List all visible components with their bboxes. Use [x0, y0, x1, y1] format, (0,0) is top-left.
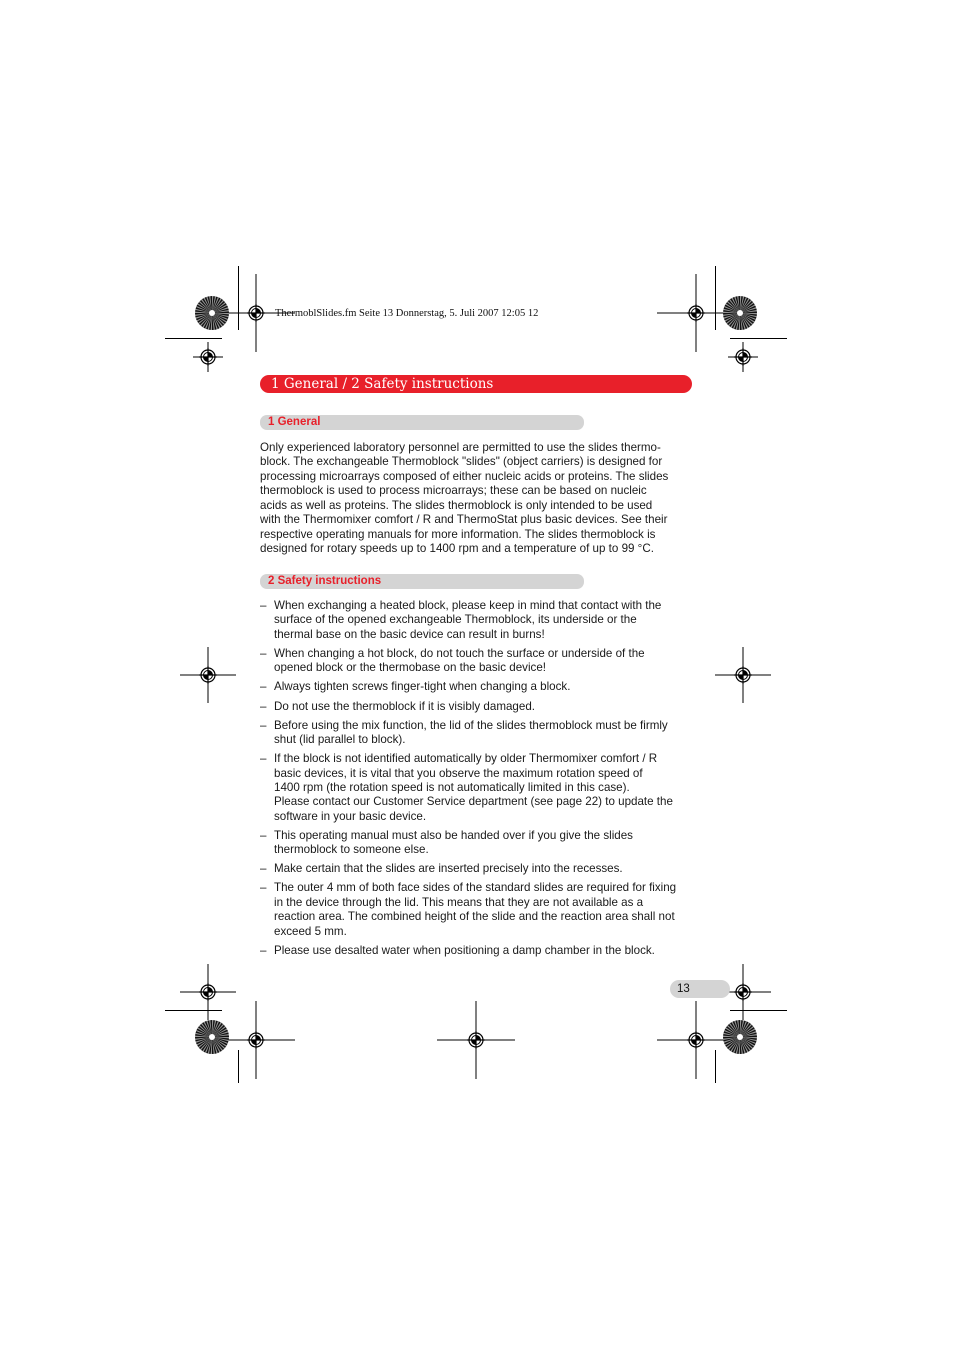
list-item-line: When changing a hot block, do not touch the surface or underside of the [274, 646, 645, 660]
list-item-line: in the device through the lid. This means that they are not available as a [274, 895, 644, 909]
list-item-line: When exchanging a heated block, please keep in mind that contact with the [274, 599, 662, 612]
list-dash: – [260, 699, 267, 713]
list-dash: – [260, 680, 267, 694]
list-item-line: software in your basic device. [274, 809, 427, 823]
paragraph-line: with the Thermomixer comfort / R and ThermoStat plus basic devices. See their [260, 513, 668, 527]
list-item-line: basic devices, it is vital that you observe the maximum rotation speed of [274, 766, 643, 780]
list-item-line: reaction area. The combined height of the slide and the reaction area shall not [274, 910, 675, 924]
registration-mark-icon [193, 342, 223, 372]
list-item-line: opened block or the thermobase on the basic device! [274, 661, 546, 675]
star-target-icon [723, 1020, 757, 1054]
list-item-line: Always tighten screws finger-tight when changing a block. [274, 680, 571, 694]
chapter-header-bar [260, 375, 692, 393]
star-target-icon [723, 296, 757, 330]
paragraph-line: block. The exchangeable Thermoblock "slides" (object carriers) is designed for [260, 455, 663, 469]
general-paragraph [260, 441, 696, 557]
list-dash: – [260, 943, 267, 957]
section-header-safety [260, 574, 584, 589]
list-item-line: Please use desalted water when positioning a damp chamber in the block. [274, 943, 655, 957]
paragraph-line: thermoblock is used to process microarrays; these can be based on nucleic [260, 484, 647, 498]
list-item [260, 881, 696, 939]
list-item [260, 719, 696, 748]
list-item-line: shut (lid parallel to block). [274, 733, 406, 746]
registration-mark-icon [715, 647, 771, 703]
crop-mark [730, 338, 787, 339]
list-item-line: The outer 4 mm of both face sides of the standard slides are required for fixing [274, 881, 677, 895]
list-dash: – [260, 881, 267, 895]
paragraph-line: acids as well as proteins. The slides thermoblock is only intended to be used [260, 498, 653, 512]
list-dash: – [260, 599, 267, 612]
section-header-general [260, 415, 584, 430]
paragraph-line: Only experienced laboratory personnel are permitted to use the slides thermo- [260, 441, 661, 454]
chapter-title: 1 General / 2 Safety instructions [271, 376, 494, 392]
list-item [260, 599, 696, 642]
list-dash: – [260, 828, 267, 842]
list-item [260, 680, 696, 694]
list-item [260, 752, 696, 824]
list-dash: – [260, 862, 267, 876]
section-title: 1 General [268, 416, 321, 428]
list-item-line: Please contact our Customer Service department (see page 22) to update the [274, 795, 673, 809]
registration-mark-icon [728, 342, 758, 372]
page-number-badge [670, 980, 730, 998]
star-target-icon [195, 1020, 229, 1054]
registration-mark-icon [180, 647, 236, 703]
list-item-line: This operating manual must also be handed over if you give the slides [274, 828, 633, 842]
list-item-line: Make certain that the slides are inserted precisely into the recesses. [274, 862, 623, 876]
paragraph-line: processing microarrays composed of either nucleic acids or proteins. The slides [260, 469, 669, 483]
list-dash: – [260, 646, 267, 660]
list-item [260, 700, 696, 714]
list-item-line: Do not use the thermoblock if it is visibly damaged. [274, 699, 535, 713]
crop-mark [165, 338, 222, 339]
list-item [260, 862, 696, 876]
list-item [260, 944, 696, 958]
star-target-icon [195, 296, 229, 330]
list-item-line: If the block is not identified automatically by older Thermomixer comfort / R [274, 752, 658, 766]
registration-mark-icon [437, 1001, 515, 1079]
list-dash: – [260, 752, 267, 766]
list-item [260, 647, 696, 676]
safety-instructions-list [260, 599, 696, 963]
list-item-line: thermal base on the basic device can result in burns! [274, 627, 545, 641]
list-dash: – [260, 718, 267, 732]
list-item-line: exceed 5 mm. [274, 924, 347, 938]
section-title: 2 Safety instructions [268, 575, 382, 587]
list-item [260, 829, 696, 858]
paragraph-line: respective operating manuals for more information. The slides thermoblock is [260, 527, 656, 541]
page-number: 13 [677, 983, 690, 995]
paragraph-line: designed for rotary speeds up to 1400 rpm and a temperature of up to 99 °C. [260, 542, 654, 556]
file-header: ThermoblSlides.fm Seite 13 Donnerstag, 5. Juli 2007 12:05 12 [275, 308, 539, 319]
list-item-line: thermoblock to someone else. [274, 843, 429, 857]
list-item-line: Before using the mix function, the lid of the slides thermoblock must be firmly [274, 718, 668, 732]
list-item-line: surface of the opened exchangeable Thermoblock, its underside or the [274, 613, 637, 627]
list-item-line: 1400 rpm (the rotation speed is not automatically limited in this case). [274, 780, 630, 794]
